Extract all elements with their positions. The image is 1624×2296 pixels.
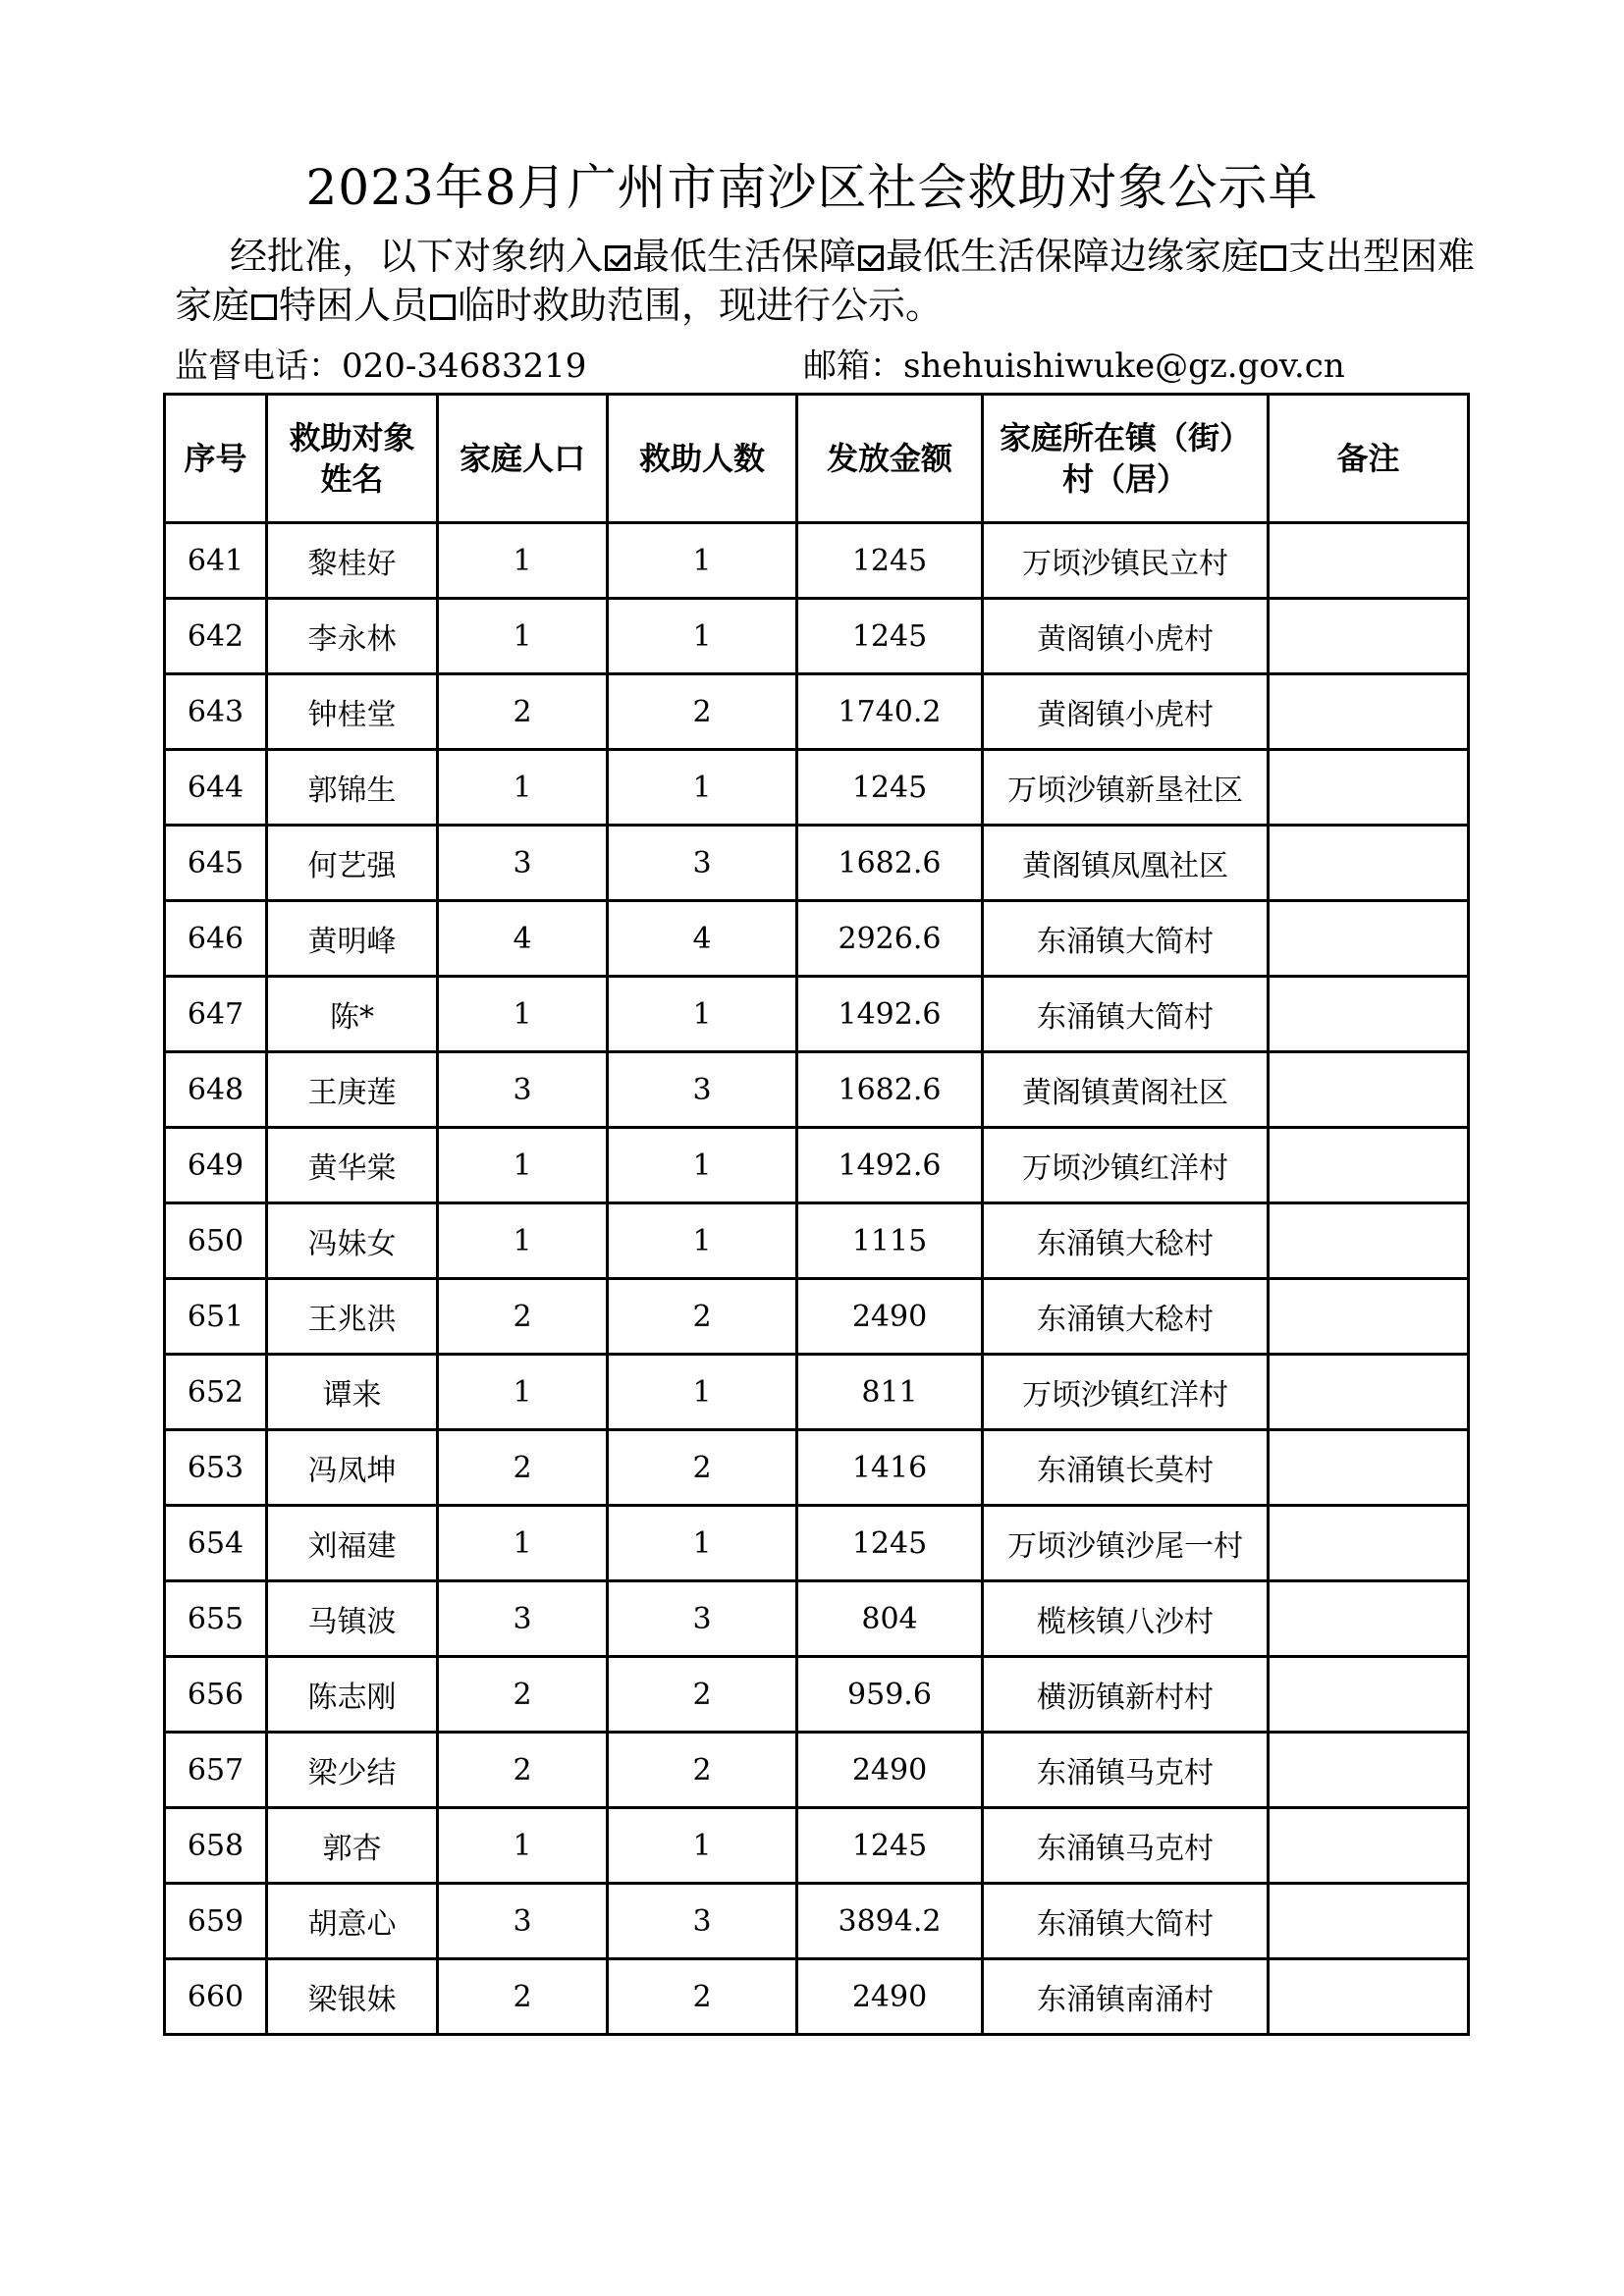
table-row [165, 1733, 1469, 1808]
cell-aided-count: 3 [608, 1884, 797, 1959]
cell-household-size: 2 [438, 1733, 608, 1808]
cell-household-size: 1 [438, 1808, 608, 1884]
cell-remarks [1269, 1733, 1469, 1808]
cell-remarks [1269, 674, 1469, 750]
page-title: 2023年8月广州市南沙区社会救助对象公示单 [305, 159, 1319, 216]
cell-index: 658 [165, 1808, 267, 1884]
cell-location: 东涌镇马克村 [983, 1733, 1269, 1808]
cell-name: 李永林 [267, 599, 438, 674]
cell-index: 642 [165, 599, 267, 674]
option-label: 临时救助 [458, 284, 608, 327]
cell-location: 榄核镇八沙村 [983, 1581, 1269, 1657]
table-row [165, 1959, 1469, 2035]
cell-amount: 1682.6 [797, 1052, 983, 1128]
cell-household-size: 1 [438, 1506, 608, 1581]
cell-household-size: 3 [438, 1581, 608, 1657]
cell-location: 黄阁镇黄阁社区 [983, 1052, 1269, 1128]
cell-location: 黄阁镇小虎村 [983, 674, 1269, 750]
option-label: 特困人员 [279, 284, 429, 327]
cell-name: 王兆洪 [267, 1279, 438, 1355]
cell-index: 646 [165, 901, 267, 977]
cell-name: 陈* [267, 977, 438, 1052]
cell-name: 梁银妹 [267, 1959, 438, 2035]
table-header-row [165, 395, 1469, 523]
cell-index: 660 [165, 1959, 267, 2035]
cell-amount: 2490 [797, 1733, 983, 1808]
cell-household-size: 1 [438, 1128, 608, 1203]
cell-index: 649 [165, 1128, 267, 1203]
cell-index: 641 [165, 523, 267, 599]
cell-amount: 1245 [797, 523, 983, 599]
cell-location: 东涌镇大简村 [983, 901, 1269, 977]
cell-index: 647 [165, 977, 267, 1052]
cell-name: 郭杏 [267, 1808, 438, 1884]
cell-household-size: 2 [438, 1657, 608, 1733]
cell-aided-count: 2 [608, 674, 797, 750]
cell-remarks [1269, 1052, 1469, 1128]
cell-index: 650 [165, 1203, 267, 1279]
cell-index: 657 [165, 1733, 267, 1808]
table-row [165, 826, 1469, 901]
cell-index: 652 [165, 1355, 267, 1430]
col-header-location: 家庭所在镇（街） 村（居） [983, 395, 1269, 523]
table-row [165, 1279, 1469, 1355]
cell-aided-count: 3 [608, 1052, 797, 1128]
cell-index: 659 [165, 1884, 267, 1959]
checkbox-icon [251, 294, 277, 320]
cell-household-size: 2 [438, 1430, 608, 1506]
cell-aided-count: 1 [608, 1128, 797, 1203]
cell-index: 643 [165, 674, 267, 750]
cell-location: 万顷沙镇红洋村 [983, 1128, 1269, 1203]
col-header-index: 序号 [165, 395, 267, 523]
cell-remarks [1269, 1581, 1469, 1657]
cell-aided-count: 2 [608, 1959, 797, 2035]
cell-amount: 2490 [797, 1959, 983, 2035]
cell-amount: 1245 [797, 1808, 983, 1884]
cell-name: 胡意心 [267, 1884, 438, 1959]
cell-amount: 1492.6 [797, 977, 983, 1052]
table-row [165, 1884, 1469, 1959]
cell-amount: 959.6 [797, 1657, 983, 1733]
cell-aided-count: 4 [608, 901, 797, 977]
cell-household-size: 4 [438, 901, 608, 977]
checkbox-icon [605, 245, 630, 271]
cell-aided-count: 1 [608, 523, 797, 599]
email-address: 邮箱：shehuishiwuke@gz.gov.cn [803, 347, 1345, 386]
cell-name: 黎桂好 [267, 523, 438, 599]
cell-household-size: 2 [438, 674, 608, 750]
checkbox-icon [858, 245, 884, 271]
cell-remarks [1269, 1506, 1469, 1581]
cell-aided-count: 1 [608, 1355, 797, 1430]
cell-household-size: 1 [438, 599, 608, 674]
recipient-table [163, 393, 1470, 2036]
table-row [165, 523, 1469, 599]
cell-index: 655 [165, 1581, 267, 1657]
cell-name: 冯妹女 [267, 1203, 438, 1279]
table-row [165, 1355, 1469, 1430]
cell-amount: 1115 [797, 1203, 983, 1279]
table-row [165, 1657, 1469, 1733]
cell-household-size: 1 [438, 1355, 608, 1430]
cell-remarks [1269, 1884, 1469, 1959]
cell-location: 黄阁镇凤凰社区 [983, 826, 1269, 901]
cell-location: 东涌镇大稔村 [983, 1279, 1269, 1355]
checkbox-icon [1261, 245, 1286, 271]
cell-amount: 3894.2 [797, 1884, 983, 1959]
cell-remarks [1269, 1128, 1469, 1203]
intro-paragraph [175, 232, 1481, 330]
cell-aided-count: 1 [608, 1203, 797, 1279]
cell-aided-count: 1 [608, 599, 797, 674]
table-body [165, 523, 1469, 2035]
cell-location: 横沥镇新村村 [983, 1657, 1269, 1733]
cell-name: 刘福建 [267, 1506, 438, 1581]
cell-location: 万顷沙镇沙尾一村 [983, 1506, 1269, 1581]
col-header-amount: 发放金额 [797, 395, 983, 523]
cell-aided-count: 1 [608, 1506, 797, 1581]
col-header-household-size: 家庭人口 [438, 395, 608, 523]
cell-household-size: 1 [438, 977, 608, 1052]
cell-aided-count: 1 [608, 977, 797, 1052]
cell-location: 万顷沙镇红洋村 [983, 1355, 1269, 1430]
cell-location: 东涌镇大简村 [983, 1884, 1269, 1959]
intro-text-after: 范围，现进行公示。 [607, 284, 944, 327]
table-row [165, 1581, 1469, 1657]
cell-household-size: 1 [438, 1203, 608, 1279]
cell-amount: 1416 [797, 1430, 983, 1506]
cell-amount: 1245 [797, 1506, 983, 1581]
cell-remarks [1269, 901, 1469, 977]
cell-index: 653 [165, 1430, 267, 1506]
cell-amount: 1245 [797, 599, 983, 674]
cell-remarks [1269, 1430, 1469, 1506]
cell-index: 654 [165, 1506, 267, 1581]
cell-name: 陈志刚 [267, 1657, 438, 1733]
cell-name: 郭锦生 [267, 750, 438, 826]
checkbox-icon [430, 294, 456, 320]
cell-index: 648 [165, 1052, 267, 1128]
cell-name: 谭来 [267, 1355, 438, 1430]
table-row [165, 901, 1469, 977]
table-row [165, 1506, 1469, 1581]
cell-name: 钟桂堂 [267, 674, 438, 750]
cell-remarks [1269, 1808, 1469, 1884]
cell-location: 东涌镇大简村 [983, 977, 1269, 1052]
phone-number: 监督电话：020-34683219 [175, 347, 587, 386]
cell-index: 645 [165, 826, 267, 901]
cell-remarks [1269, 750, 1469, 826]
cell-remarks [1269, 1279, 1469, 1355]
cell-location: 万顷沙镇民立村 [983, 523, 1269, 599]
cell-location: 东涌镇马克村 [983, 1808, 1269, 1884]
cell-amount: 1245 [797, 750, 983, 826]
cell-name: 黄明峰 [267, 901, 438, 977]
cell-index: 651 [165, 1279, 267, 1355]
cell-household-size: 1 [438, 750, 608, 826]
cell-aided-count: 1 [608, 750, 797, 826]
cell-amount: 811 [797, 1355, 983, 1430]
cell-aided-count: 2 [608, 1657, 797, 1733]
cell-household-size: 2 [438, 1959, 608, 2035]
cell-aided-count: 2 [608, 1733, 797, 1808]
table-row [165, 977, 1469, 1052]
cell-remarks [1269, 599, 1469, 674]
cell-amount: 2926.6 [797, 901, 983, 977]
cell-remarks [1269, 523, 1469, 599]
cell-amount: 2490 [797, 1279, 983, 1355]
cell-aided-count: 3 [608, 826, 797, 901]
cell-name: 马镇波 [267, 1581, 438, 1657]
cell-amount: 804 [797, 1581, 983, 1657]
cell-remarks [1269, 977, 1469, 1052]
cell-aided-count: 2 [608, 1279, 797, 1355]
cell-amount: 1740.2 [797, 674, 983, 750]
cell-location: 东涌镇南涌村 [983, 1959, 1269, 2035]
cell-remarks [1269, 1203, 1469, 1279]
cell-household-size: 1 [438, 523, 608, 599]
col-header-aided-count: 救助人数 [608, 395, 797, 523]
cell-remarks [1269, 1959, 1469, 2035]
table-row [165, 599, 1469, 674]
cell-household-size: 3 [438, 826, 608, 901]
cell-household-size: 3 [438, 1052, 608, 1128]
table-row [165, 1128, 1469, 1203]
table-row [165, 1203, 1469, 1279]
cell-aided-count: 2 [608, 1430, 797, 1506]
table-row [165, 1808, 1469, 1884]
cell-aided-count: 3 [608, 1581, 797, 1657]
table-row [165, 750, 1469, 826]
cell-location: 万顷沙镇新垦社区 [983, 750, 1269, 826]
cell-name: 冯凤坤 [267, 1430, 438, 1506]
cell-name: 王庚莲 [267, 1052, 438, 1128]
cell-location: 东涌镇长莫村 [983, 1430, 1269, 1506]
cell-location: 东涌镇大稔村 [983, 1203, 1269, 1279]
cell-amount: 1492.6 [797, 1128, 983, 1203]
col-header-remarks: 备注 [1269, 395, 1469, 523]
table-row [165, 1052, 1469, 1128]
intro-text-before: 经批准，以下对象纳入 [230, 235, 604, 278]
col-header-name: 救助对象 姓名 [267, 395, 438, 523]
cell-name: 梁少结 [267, 1733, 438, 1808]
cell-remarks [1269, 826, 1469, 901]
cell-name: 何艺强 [267, 826, 438, 901]
option-label: 最低生活保障边缘家庭 [886, 235, 1260, 278]
cell-location: 黄阁镇小虎村 [983, 599, 1269, 674]
cell-remarks [1269, 1355, 1469, 1430]
option-label: 最低生活保障 [632, 235, 857, 278]
cell-remarks [1269, 1657, 1469, 1733]
option-label: 支出型困难家庭 [175, 235, 1476, 327]
cell-household-size: 2 [438, 1279, 608, 1355]
contact-line [175, 344, 1481, 389]
cell-amount: 1682.6 [797, 826, 983, 901]
cell-index: 644 [165, 750, 267, 826]
cell-household-size: 3 [438, 1884, 608, 1959]
cell-name: 黄华棠 [267, 1128, 438, 1203]
cell-aided-count: 1 [608, 1808, 797, 1884]
cell-index: 656 [165, 1657, 267, 1733]
table-row [165, 674, 1469, 750]
table-row [165, 1430, 1469, 1506]
